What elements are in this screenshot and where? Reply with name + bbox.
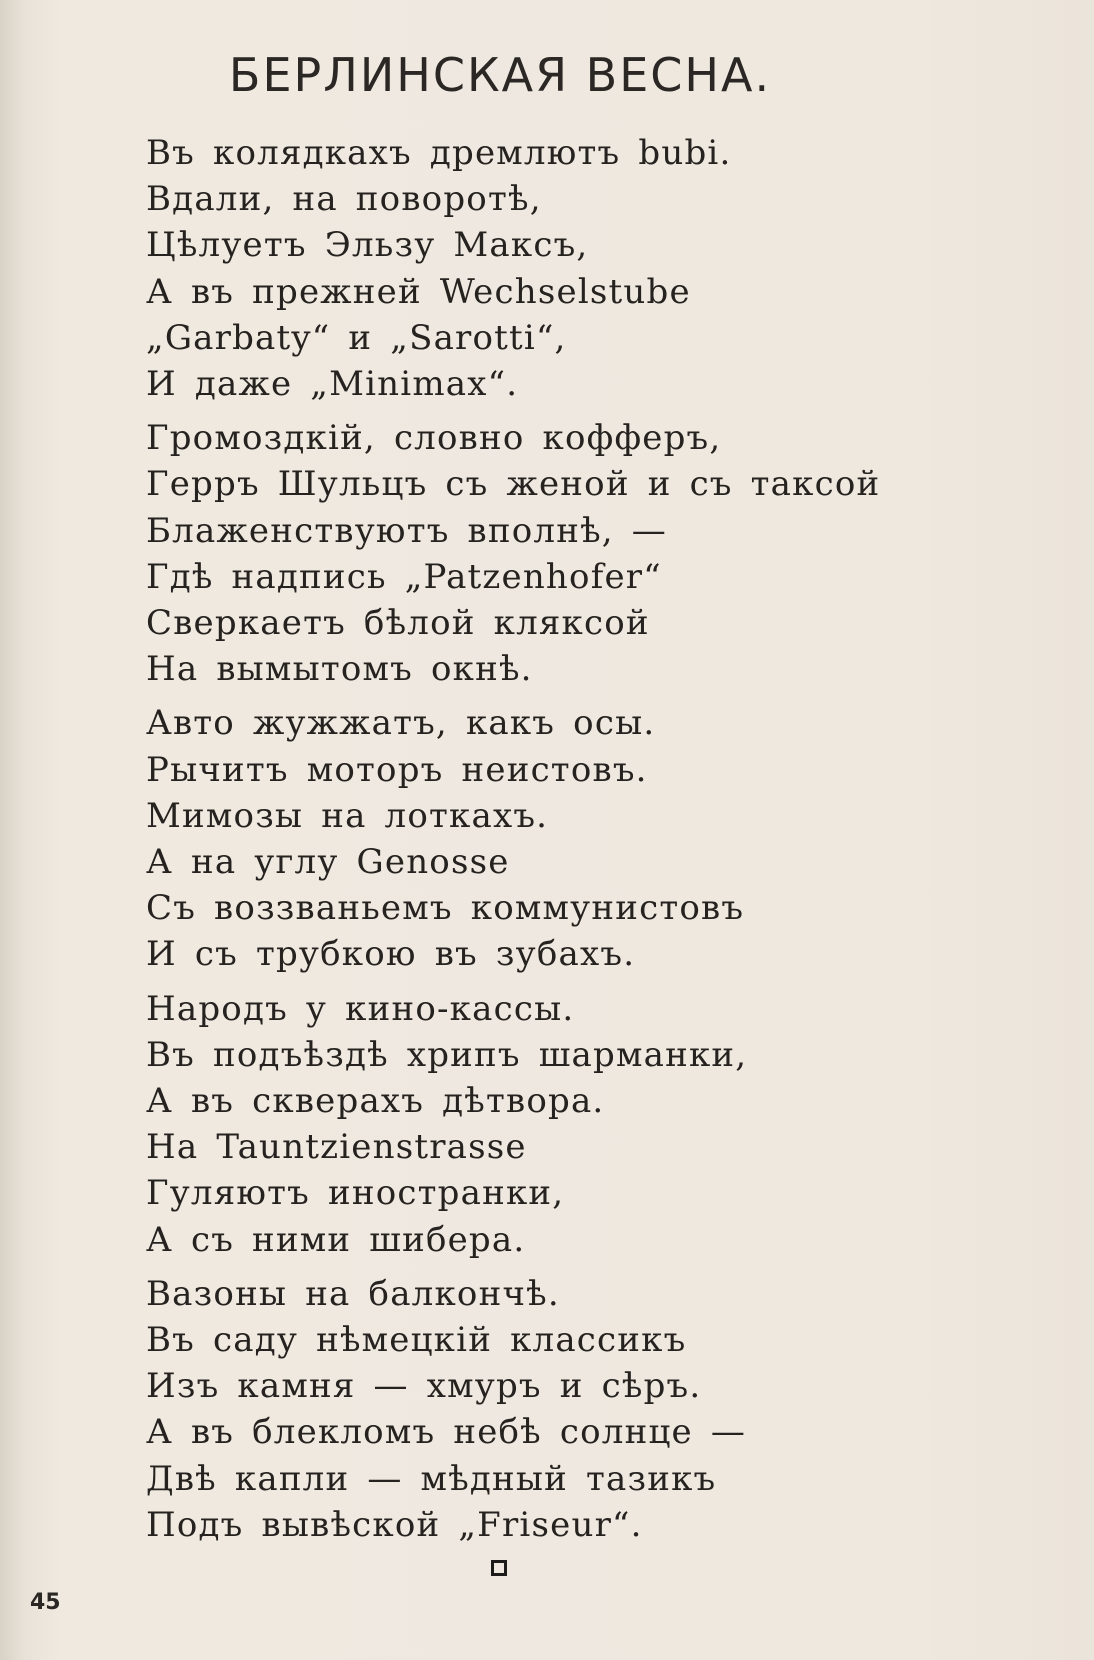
poem-line: Гуляютъ иностранки,: [146, 1173, 565, 1214]
poem-line: Вазоны на балкончѣ.: [146, 1273, 560, 1314]
poem-line: И съ трубкою въ зубахъ.: [146, 934, 636, 975]
poem-line: Подъ вывѣской „Friseur“.: [146, 1504, 643, 1545]
poem-line: Двѣ капли — мѣдный тазикъ: [146, 1458, 717, 1499]
poem-line: А въ скверахъ дѣтвора.: [146, 1081, 605, 1122]
poem-line: Въ саду нѣмецкій классикъ: [146, 1320, 687, 1361]
poem-line: А съ ними шибера.: [146, 1219, 526, 1260]
poem-line: Мимозы на лоткахъ.: [146, 795, 549, 836]
poem-line: А на углу Genosse: [146, 842, 510, 883]
poem-line: Изъ камня — хмуръ и сѣръ.: [146, 1366, 702, 1407]
poem-line: Гдѣ надпись „Patzenhofer“: [146, 556, 662, 597]
poem-line: Цѣлуетъ Эльзу Максъ,: [146, 225, 589, 266]
poem-line: Сверкаетъ бѣлой кляксой: [146, 603, 650, 644]
stanza-3: [146, 700, 1046, 977]
poem-line: А въ прежней Wechselstube: [146, 271, 691, 312]
poem-body: [146, 130, 1046, 1556]
poem-line: Авто жужжатъ, какъ осы.: [146, 703, 656, 744]
poem-title: БЕРЛИНСКАЯ ВЕСНА.: [228, 48, 772, 102]
stanza-4: [146, 986, 1046, 1263]
poem-line: На вымытомъ окнѣ.: [146, 649, 533, 690]
poem-line: Герръ Шульцъ съ женой и съ таксой: [146, 464, 881, 505]
page-number: 45: [30, 1590, 61, 1615]
poem-line: И даже „Minimax“.: [146, 364, 519, 405]
poem-line: „Garbaty“ и „Sarotti“,: [146, 317, 567, 358]
poem-line: Вдали, на поворотѣ,: [146, 179, 542, 220]
poem-line: Рычитъ моторъ неистовъ.: [146, 749, 648, 790]
poem-line: Громоздкій, словно кофферъ,: [146, 418, 722, 459]
poem-line: Съ воззваньемъ коммунистовъ: [146, 888, 745, 929]
poem-line: Въ колядкахъ дремлютъ bubi.: [146, 133, 732, 173]
stanza-1: [146, 130, 1046, 407]
stanza-2: [146, 415, 1046, 692]
poem-line: На Tauntzienstrasse: [146, 1127, 527, 1168]
poem-line: Блаженствуютъ вполнѣ, —: [146, 510, 668, 551]
poem-line: Народъ у кино-кассы.: [146, 988, 575, 1029]
poem-line: Въ подъѣздѣ хрипъ шарманки,: [146, 1034, 748, 1075]
end-square-icon: [491, 1560, 507, 1576]
poem-line: А въ блекломъ небѣ солнце —: [146, 1412, 747, 1453]
stanza-5: [146, 1271, 1046, 1548]
